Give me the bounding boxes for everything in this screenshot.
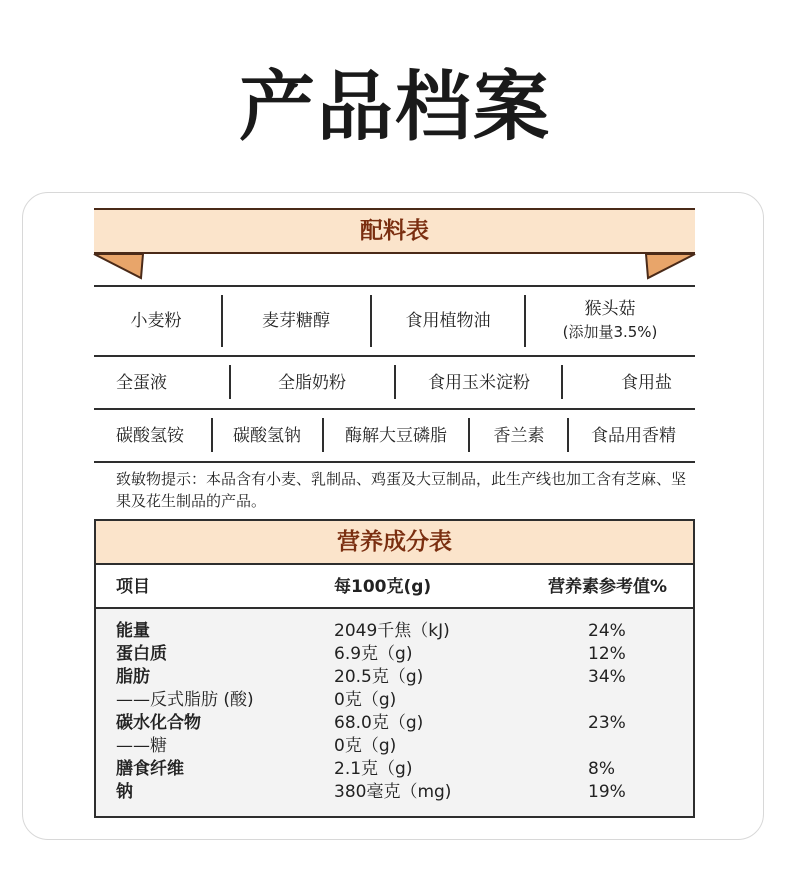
nutrition-amount: 380毫克（mg) xyxy=(334,782,452,802)
nutrition-nrv: 23% xyxy=(588,713,626,733)
cell-divider xyxy=(221,295,223,347)
ingredient-cell: 全脂奶粉 xyxy=(278,373,346,393)
grid-line-row1 xyxy=(94,355,695,357)
cell-divider xyxy=(229,365,231,399)
nutrition-amount: 20.5克（g) xyxy=(334,667,424,687)
header-nrv: 营养素参考值% xyxy=(548,577,668,597)
ingredient-cell: 碳酸氢铵 xyxy=(116,426,184,446)
nutrition-nrv: 19% xyxy=(588,782,626,802)
ingredient-cell: 食用盐 xyxy=(621,373,672,393)
cell-divider xyxy=(211,418,213,452)
nutrition-banner xyxy=(94,519,695,565)
ingredient-cell: 麦芽糖醇 xyxy=(262,311,330,331)
cell-divider xyxy=(524,295,526,347)
ribbon-left-fold xyxy=(93,254,145,280)
ingredient-cell: 食用植物油 xyxy=(405,311,491,331)
nutrition-nrv: 12% xyxy=(588,644,626,664)
allergen-notice: 致敏物提示：本品含有小麦、乳制品、鸡蛋及大豆制品，此生产线也加工含有芝麻、坚果及花生制品的产品。 xyxy=(116,470,687,510)
ingredient-cell: 食用玉米淀粉 xyxy=(428,373,530,393)
nutrition-amount: 2049千焦（kJ) xyxy=(334,621,450,641)
grid-line-row2 xyxy=(94,408,695,410)
nutrition-item: ——反式脂肪 (酸) xyxy=(116,690,254,710)
nutrition-amount: 68.0克（g) xyxy=(334,713,424,733)
cell-divider xyxy=(322,418,324,452)
cell-divider xyxy=(561,365,563,399)
nutrition-item: 能量 xyxy=(116,621,150,641)
ingredient-cell: 碳酸氢钠 xyxy=(233,426,301,446)
cell-divider xyxy=(370,295,372,347)
ingredient-cell: 小麦粉 xyxy=(130,311,182,331)
nutrition-amount: 6.9克（g) xyxy=(334,644,413,664)
nutrition-item: 碳水化合物 xyxy=(116,713,201,733)
nutrition-item: ——糖 xyxy=(116,736,167,756)
header-item: 项目 xyxy=(116,577,150,597)
ingredient-note: (添加量3.5%) xyxy=(562,323,658,341)
grid-line-top xyxy=(94,285,695,287)
page-title: 产品档案 xyxy=(239,62,551,151)
cell-divider xyxy=(567,418,569,452)
ingredient-cell: 食品用香精 xyxy=(591,426,676,446)
nutrition-item: 蛋白质 xyxy=(116,644,167,664)
grid-line-row3 xyxy=(94,461,695,463)
ingredients-banner xyxy=(94,208,695,254)
nutrition-nrv: 8% xyxy=(588,759,615,779)
nutrition-item: 脂肪 xyxy=(116,667,150,687)
nutrition-item: 膳食纤维 xyxy=(116,759,184,779)
nutrition-nrv: 34% xyxy=(588,667,626,687)
cell-divider xyxy=(468,418,470,452)
header-amount: 每100克(g) xyxy=(334,577,432,597)
ingredient-cell: 香兰素 xyxy=(493,426,545,446)
cell-divider xyxy=(394,365,396,399)
ingredient-cell: 酶解大豆磷脂 xyxy=(345,426,447,446)
nutrition-amount: 0克（g) xyxy=(334,690,397,710)
nutrition-amount: 0克（g) xyxy=(334,736,397,756)
ingredient-cell: 全蛋液 xyxy=(116,373,167,393)
nutrition-item: 钠 xyxy=(116,782,133,802)
ingredient-cell: 猴头菇 xyxy=(584,299,636,319)
nutrition-nrv: 24% xyxy=(588,621,626,641)
nutrition-title: 营养成分表 xyxy=(337,529,452,555)
nutrition-amount: 2.1克（g) xyxy=(334,759,413,779)
ribbon-right-fold xyxy=(644,254,696,280)
ingredients-title: 配料表 xyxy=(360,218,429,244)
